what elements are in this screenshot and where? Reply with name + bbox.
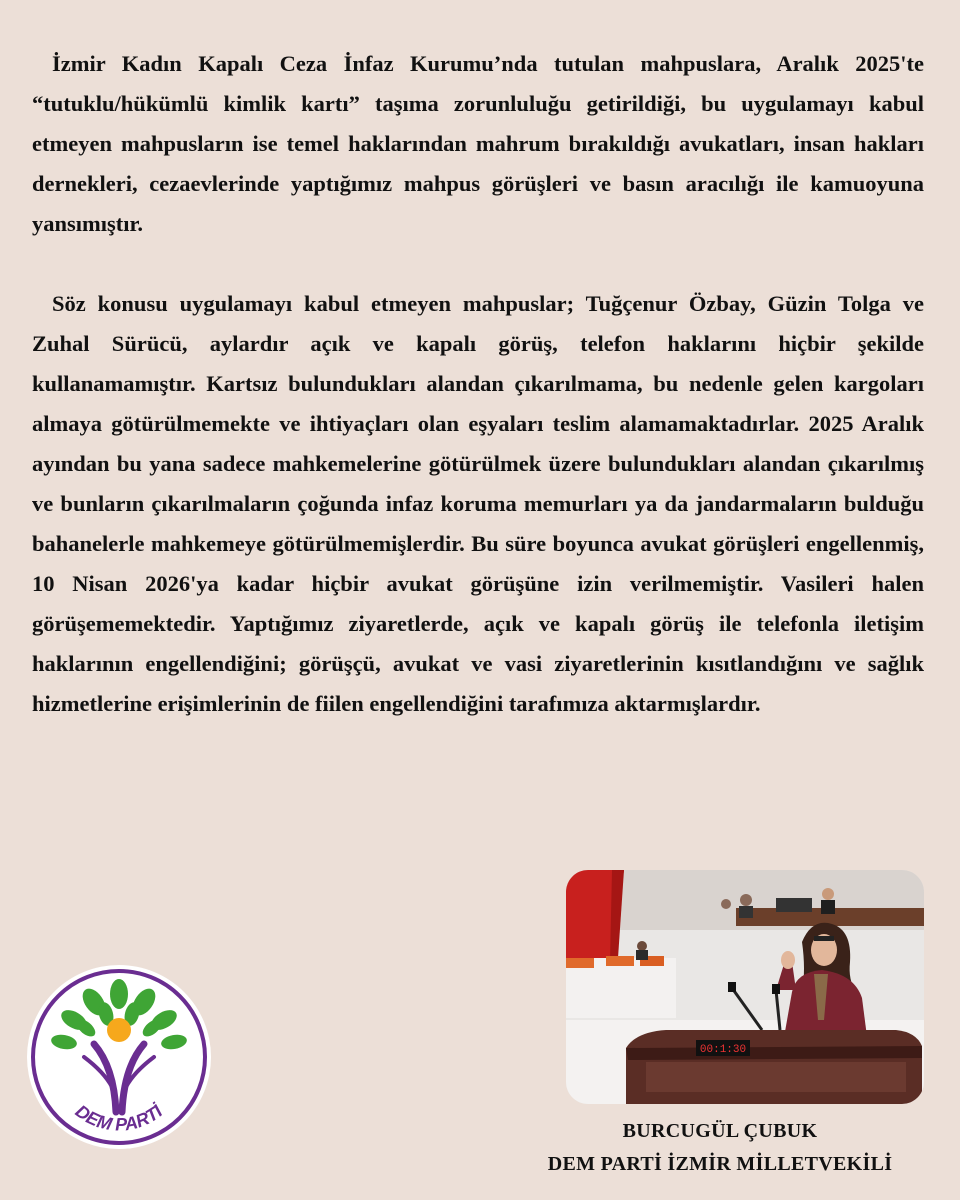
podium-timer: 00:1:30 <box>699 1044 747 1056</box>
dem-parti-logo <box>24 962 214 1152</box>
logo-text: DEM PARTİ <box>71 1100 167 1135</box>
statement-paragraph-1: İzmir Kadın Kapalı Ceza İnfaz Kurumu’nda tutulan mahpuslara, Aralık 2025'te “tutuklu/hükümlü kimlik kartı” taşıma zorunluluğu getirildiği, bu uygulamayı kabul etmeyen mahpusların ise temel haklarından mahrum bırakıldığı avukatları, insan hakları dernekleri, cezaevlerinde yaptığımız mahpus görüşleri ve basın aracılığı ile kamuoyuna yansımıştır. <box>32 51 924 236</box>
signature-title: DEM PARTİ İZMİR MİLLETVEKİLİ <box>547 1153 893 1175</box>
statement-paragraph-2: Söz konusu uygulamayı kabul etmeyen mahpuslar; Tuğçenur Özbay, Güzin Tolga ve Zuhal Sürücü, aylardır açık ve kapalı görüş, telefon haklarını hiçbir şekilde kullanamamıştır. Kartsız bulundukları alandan çıkarılmama, bu nedenle gelen kargoları almaya götürülmemekte ve ihtiyaçları olan eşyaları teslim alamamaktadırlar. 2025 Aralık ayından bu yana sadece mahkemelerine götürülmek üzere bulundukları alandan çıkarılmış ve bunların çıkarılmaların çoğunda infaz koruma memurları ya da jandarmaların bulduğu bahanelerle mahkemeye götürülmemişlerdir. Bu süre boyunca avukat görüşleri engellenmiş, 10 Nisan 2026'ya kadar hiçbir avukat görüşüne izin verilmemiştir. Vasileri halen görüşememektedir. Yaptığımız ziyaretlerde, açık ve kapalı görüş ile telefonla iletişim haklarının engellendiğini; görüşçü, avukat ve vasi ziyaretlerinin kısıtlandığını ve sağlık hizmetlerine erişimlerinin de fiilen engellendiğini tarafımıza aktarmışlardır. <box>32 291 924 716</box>
speaker-photo <box>566 870 924 1104</box>
signature-name: BURCUGÜL ÇUBUK <box>622 1120 818 1142</box>
dem-parti-tree-icon <box>24 962 214 1152</box>
